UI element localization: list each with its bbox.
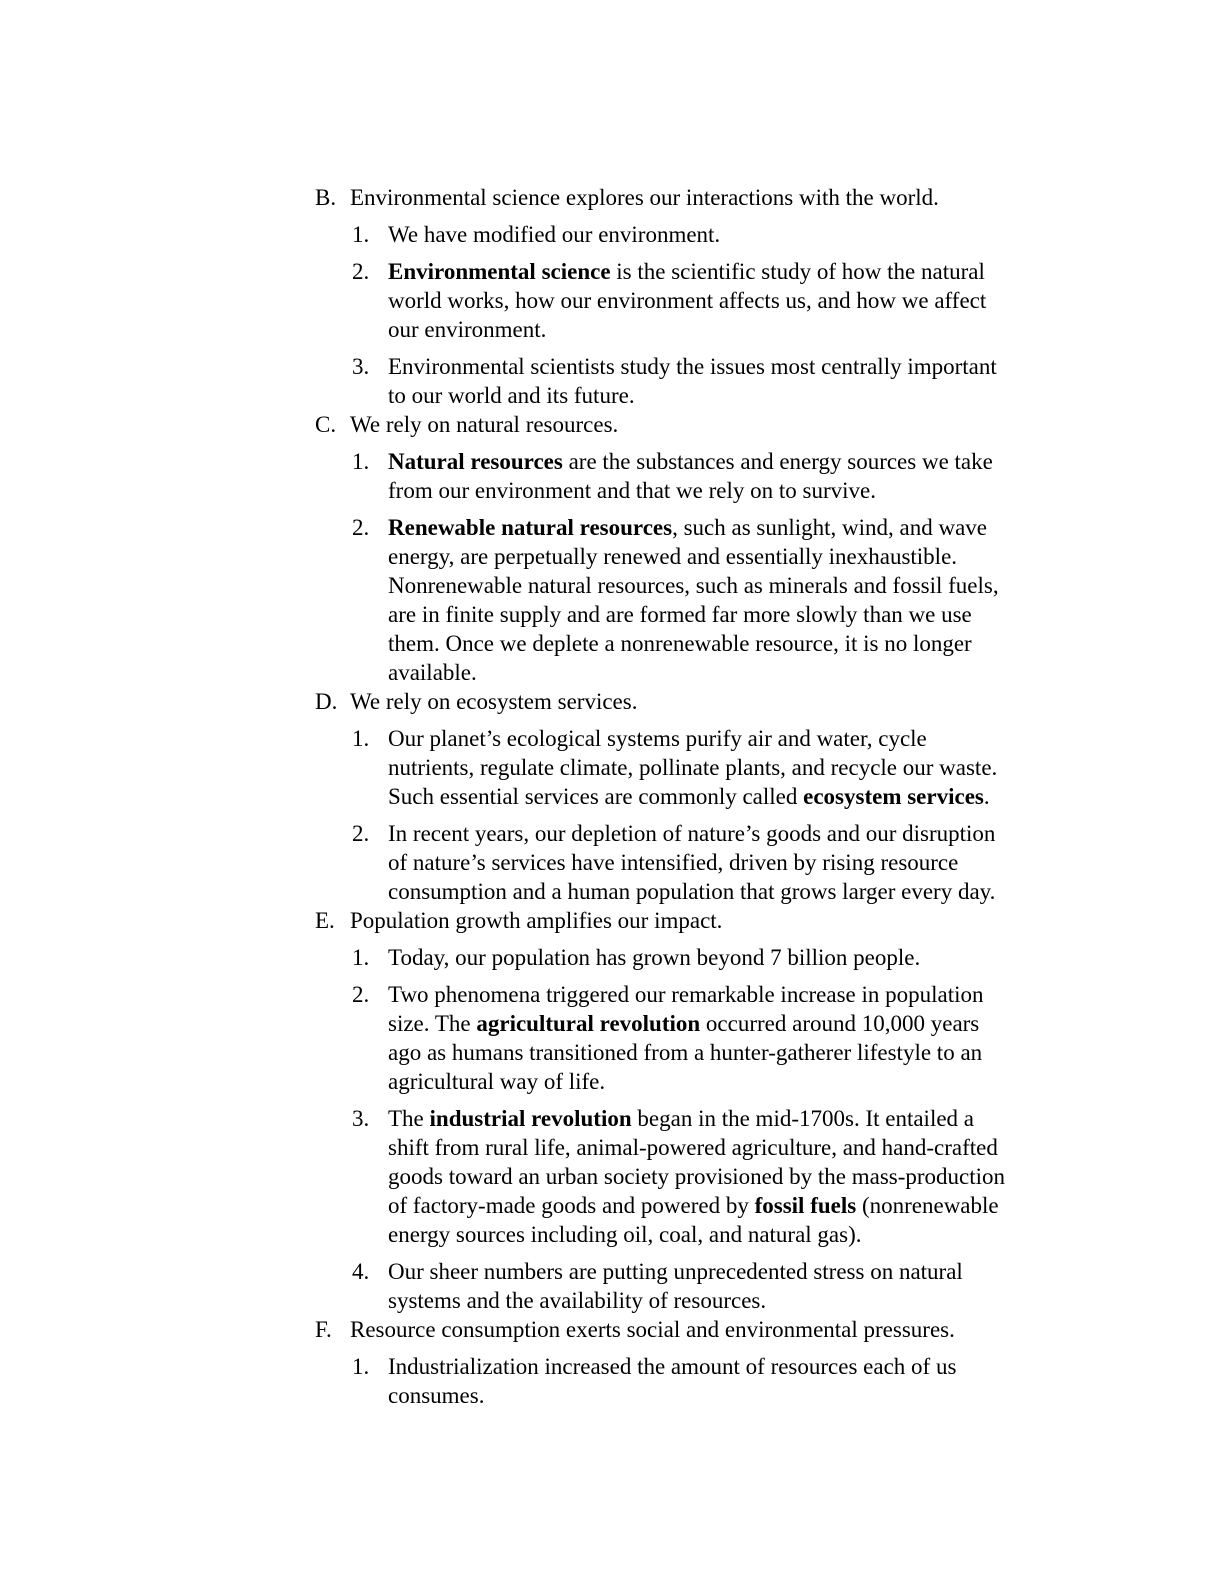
list-item bbox=[352, 257, 1034, 344]
list-item bbox=[352, 513, 1034, 687]
list-item bbox=[352, 352, 1034, 410]
item-text: We have modified our environment. bbox=[388, 222, 721, 247]
section-heading-row bbox=[315, 687, 1034, 716]
item-number: 2. bbox=[352, 515, 370, 540]
item-number: 1. bbox=[352, 222, 370, 247]
section-heading: We rely on ecosystem services. bbox=[350, 689, 638, 714]
bold-term: industrial revolution bbox=[429, 1106, 632, 1131]
section-heading-row bbox=[315, 410, 1034, 439]
section-letter: F. bbox=[315, 1317, 332, 1342]
outline-section bbox=[315, 687, 1034, 906]
section-heading: Environmental science explores our interactions with the world. bbox=[350, 185, 939, 210]
item-number: 1. bbox=[352, 449, 370, 474]
section-heading: Population growth amplifies our impact. bbox=[350, 908, 723, 933]
outline-section bbox=[315, 1315, 1034, 1410]
item-number: 1. bbox=[352, 945, 370, 970]
list-item bbox=[352, 220, 1034, 249]
item-number: 2. bbox=[352, 259, 370, 284]
list-item bbox=[352, 1257, 1034, 1315]
list-item bbox=[352, 1104, 1034, 1249]
section-letter: D. bbox=[315, 689, 338, 714]
item-text: Environmental science is the scientific study of how the natural world works, how our environment affects us, and how we affect our environment. bbox=[388, 259, 987, 342]
bold-term: Environmental science bbox=[388, 259, 611, 284]
bold-term: fossil fuels bbox=[754, 1193, 857, 1218]
item-text: Our planet’s ecological systems purify air and water, cycle nutrients, regulate climate, pollinate plants, and recycle our waste. Such essential services are commonly called ecosystem services. bbox=[388, 726, 998, 809]
section-heading-row bbox=[315, 1315, 1034, 1344]
list-item bbox=[352, 980, 1034, 1096]
bold-term: Renewable natural resources bbox=[388, 515, 673, 540]
list-item bbox=[352, 943, 1034, 972]
item-number: 1. bbox=[352, 726, 370, 751]
section-heading-row bbox=[315, 906, 1034, 935]
outline-section bbox=[315, 183, 1034, 410]
section-letter: B. bbox=[315, 185, 337, 210]
item-number: 2. bbox=[352, 821, 370, 846]
outline bbox=[315, 183, 1034, 1410]
item-text: The industrial revolution began in the mid-1700s. It entailed a shift from rural life, animal-powered agriculture, and hand-crafted goods toward an urban society provisioned by the mass-production of factory-made goods and powered by fossil fuels (nonrenewable energy sources including oil, coal, and natural gas). bbox=[388, 1106, 1006, 1247]
item-text: Today, our population has grown beyond 7 billion people. bbox=[388, 945, 921, 970]
item-text: In recent years, our depletion of nature’s goods and our disruption of nature’s services have intensified, driven by rising resource consumption and a human population that grows larger every day. bbox=[388, 821, 996, 904]
section-heading-row bbox=[315, 183, 1034, 212]
item-text: Renewable natural resources, such as sunlight, wind, and wave energy, are perpetually renewed and essentially inexhaustible. Nonrenewable natural resources, such as minerals and fossil fuels, are in finite supply and are formed far more slowly than we use them. Once we deplete a nonrenewable resource, it is no longer available. bbox=[388, 515, 999, 685]
item-text: Two phenomena triggered our remarkable increase in population size. The agricultural revolution occurred around 10,000 years ago as humans transitioned from a hunter-gatherer lifestyle to an agricultural way of life. bbox=[388, 982, 984, 1094]
section-letter: C. bbox=[315, 412, 337, 437]
list-item bbox=[352, 1352, 1034, 1410]
item-number: 3. bbox=[352, 354, 370, 379]
outline-section bbox=[315, 410, 1034, 687]
bold-term: ecosystem services bbox=[803, 784, 984, 809]
bold-term: agricultural revolution bbox=[476, 1011, 701, 1036]
bold-term: Natural resources bbox=[388, 449, 563, 474]
section-letter: E. bbox=[315, 908, 335, 933]
item-text: Our sheer numbers are putting unprecedented stress on natural systems and the availability of resources. bbox=[388, 1259, 963, 1313]
section-heading: Resource consumption exerts social and environmental pressures. bbox=[350, 1317, 955, 1342]
section-heading: We rely on natural resources. bbox=[350, 412, 619, 437]
list-item bbox=[352, 724, 1034, 811]
item-number: 2. bbox=[352, 982, 370, 1007]
list-item bbox=[352, 447, 1034, 505]
item-number: 1. bbox=[352, 1354, 370, 1379]
list-item bbox=[352, 819, 1034, 906]
item-number: 4. bbox=[352, 1259, 370, 1284]
item-number: 3. bbox=[352, 1106, 370, 1131]
item-text: Environmental scientists study the issues most centrally important to our world and its future. bbox=[388, 354, 997, 408]
item-text: Natural resources are the substances and energy sources we take from our environment and that we rely on to survive. bbox=[388, 449, 993, 503]
item-text: Industrialization increased the amount of resources each of us consumes. bbox=[388, 1354, 957, 1408]
outline-section bbox=[315, 906, 1034, 1315]
